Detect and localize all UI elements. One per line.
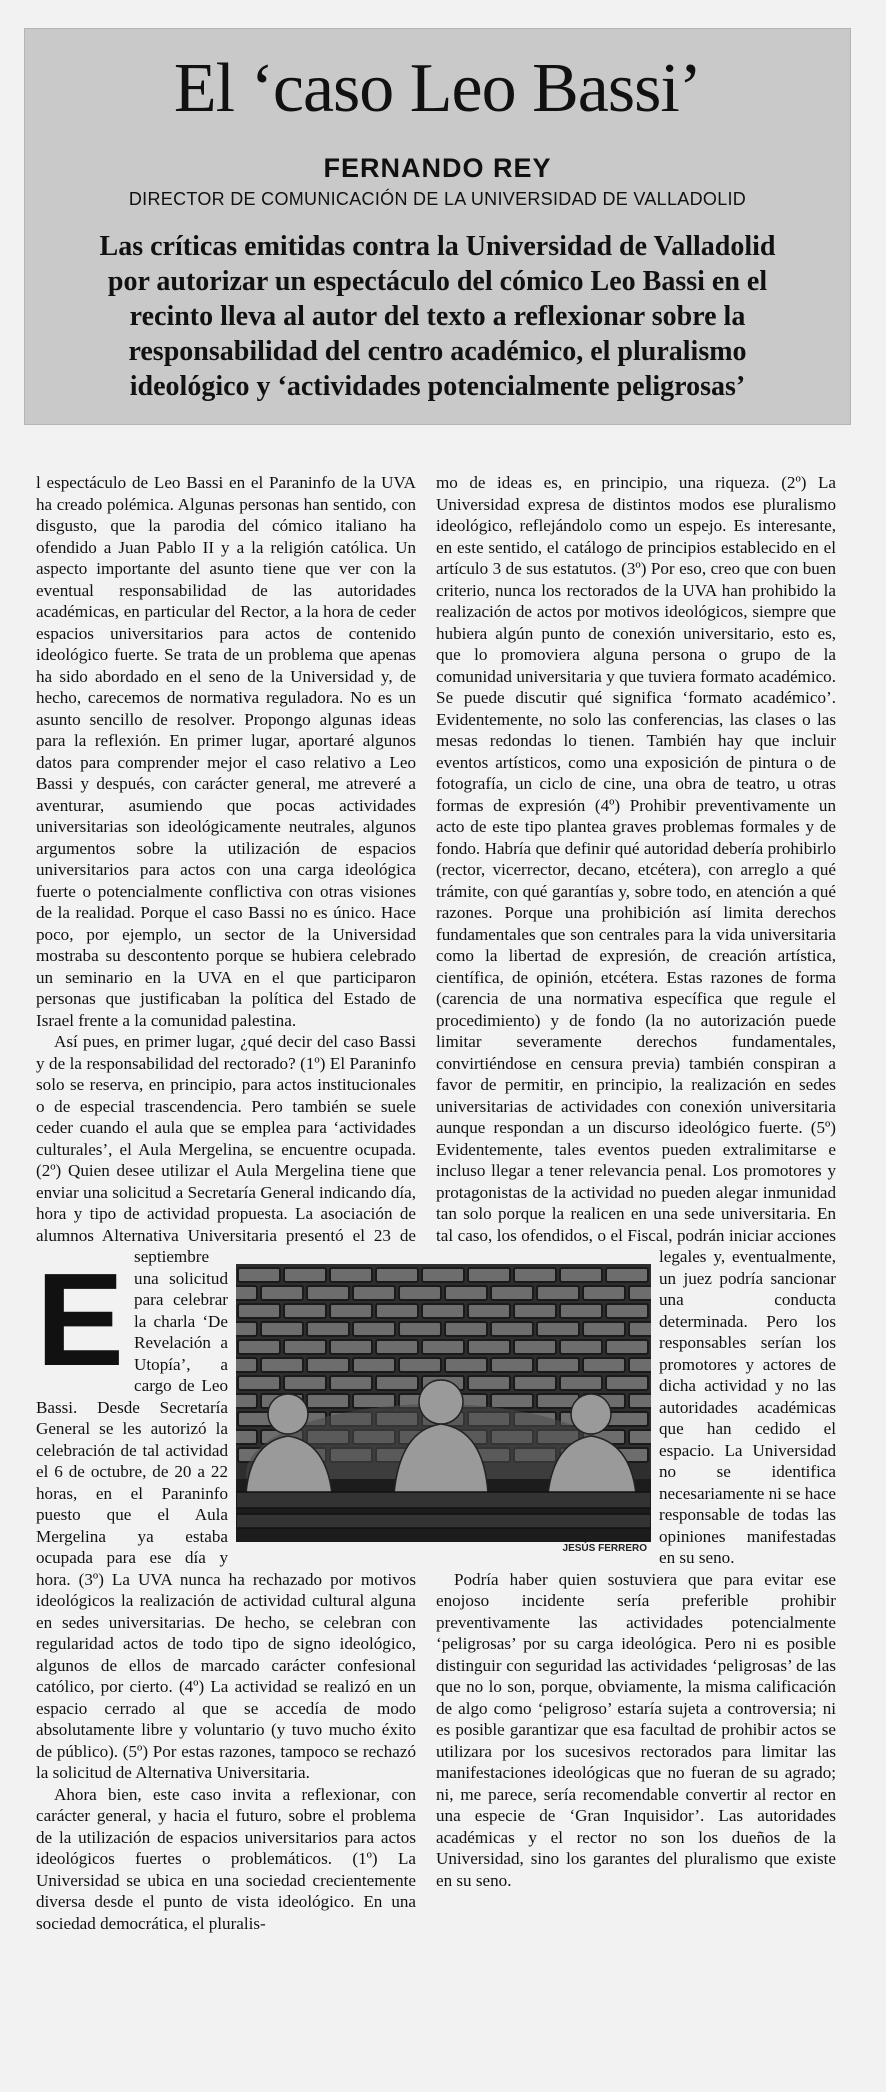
brick — [468, 1340, 510, 1354]
brick — [376, 1340, 418, 1354]
brick — [491, 1394, 533, 1408]
article-body — [36, 472, 848, 2052]
brick — [629, 1322, 651, 1336]
brick — [238, 1340, 280, 1354]
brick — [514, 1376, 556, 1390]
brick — [445, 1358, 487, 1372]
brick — [445, 1322, 487, 1336]
brick — [491, 1322, 533, 1336]
paragraph-4: Podría haber quien sostuviera que para evitar ese enojoso incidente sería preferible prohibir preventivamente las actividades potencialmente ‘peligrosas’ por su carga ideológica. Pero ni es posible distinguir con seguridad las actividades ‘peligrosas’ de las que no lo son, porque, obviamente, la misma calificación de algo como ‘peligroso’ estaría sujeta a controversia; ni es posible garantizar que esa facultad de prohibir actos se utilizara por los sucesivos rectorados para limitar las manifestaciones ideológicas que no fueran de su agrado; ni, me parece, sería recomendable convertir al rector en una especie de ‘Gran Inquisidor’. Las autoridades académicas y el rector no son los dueños de la Universidad, sino los garantes del pluralismo que existe en su seno. — [436, 1569, 836, 1890]
brick — [606, 1412, 648, 1426]
brick — [560, 1304, 602, 1318]
brick — [560, 1268, 602, 1282]
brick — [353, 1286, 395, 1300]
brick — [236, 1394, 257, 1408]
brick — [560, 1376, 602, 1390]
brick — [307, 1394, 349, 1408]
brick — [422, 1268, 464, 1282]
brick — [629, 1358, 651, 1372]
brick — [468, 1268, 510, 1282]
brick — [353, 1394, 395, 1408]
brick — [468, 1304, 510, 1318]
brick — [261, 1286, 303, 1300]
author-role: DIRECTOR DE COMUNICACIÓN DE LA UNIVERSIDAD DE VALLADOLID — [128, 189, 747, 209]
brick — [514, 1304, 556, 1318]
brick — [238, 1268, 280, 1282]
brick — [606, 1304, 648, 1318]
brick — [422, 1304, 464, 1318]
brick — [238, 1376, 280, 1390]
brick — [236, 1286, 257, 1300]
brick — [330, 1376, 372, 1390]
paragraph-3b: mo de ideas es, en principio, una riqueza. (2º) La Universidad expresa de distintos modos ese pluralismo ideológico, reflejándolo como un espejo. Es interesante, en este sentido, el catálogo de principios establecido en el artículo 3 de sus estatutos. (3º) Por eso, creo que con buen criterio, nunca los rectorados de la UVA han prohibido la realización de actos por motivos ideológicos, siempre que hubiera algún punto de conexión universitario, esto es, que lo promoviera alguna persona o grupo de la comunidad universitaria y que tuviera formato académico. Se puede discutir qué significa ‘formato académico’. Evidentemente, no solo las conferencias, las clases o las mesas redondas lo tienen. También hay que incluir eventos artísticos, como una exposición de pintura o de fotografía, un ciclo de cine, una obra de teatro, u otras formas de expresión (4º) Prohibir preventivamente un acto de este tipo plantea graves problemas formales y de fondo. Habría que definir qué autoridad debería prohibirlo (rector, vicerrector, decano, etcétera), con arreglo a qué trámite, con qué garantías y, sobre todo, en atención a qué razones. Porque una prohibición así limita derechos fundamentales que son centrales para la vida universitaria como la libertad de expresión, de creación artística, científica, de opinión, etcétera. Estas razones de forma (carencia de una normativa específica que regule el procedimiento) y de fondo (la no autorización puede limitar severamente derechos fundamentales, convirtiéndose en censura previa) también conspiran a favor de permitir, en principio, la realización en sedes universitarias de actividades con conexión universitaria aunque respondan a un discurso ideológico fuerte. (5º) Evidentemente, tales eventos pueden extralimitarse e incluso llegar a tener relevancia penal. Los promotores y protagonistas de la actividad no pueden alegar inmunidad tan solo porque la realicen en una sede universitaria. En tal caso, los ofendidos, o el Fiscal, podrán iniciar acciones legales y, eventualmente, un juez podría sancionar una conducta determinada. Pero los responsables serían los promotores y actores de dicha actividad y no las autoridades académicas que han cedido el espacio. La Universidad no se identifica necesariamente ni se hace responsable de todas las opiniones manifestadas en su seno. — [436, 473, 837, 1567]
brick — [468, 1376, 510, 1390]
brick — [537, 1358, 579, 1372]
brick — [422, 1340, 464, 1354]
brick — [330, 1340, 372, 1354]
brick — [376, 1376, 418, 1390]
brick — [445, 1286, 487, 1300]
brick — [353, 1322, 395, 1336]
brick — [284, 1340, 326, 1354]
illustration-credit: JESÚS FERRERO — [562, 1543, 647, 1554]
brick — [376, 1268, 418, 1282]
article-header — [24, 28, 851, 425]
brick — [583, 1358, 625, 1372]
brick — [399, 1322, 441, 1336]
article-title: El ‘caso Leo Bassi’ — [173, 50, 702, 127]
brick — [284, 1376, 326, 1390]
brick — [284, 1268, 326, 1282]
brick — [399, 1286, 441, 1300]
column-right — [436, 472, 836, 1891]
brick — [261, 1322, 303, 1336]
brick — [629, 1286, 651, 1300]
brick — [376, 1304, 418, 1318]
brick — [537, 1322, 579, 1336]
paragraph-2: Así pues, en primer lugar, ¿qué decir del caso Bassi y de la responsabilidad del rectorado? (1º) El Paraninfo solo se reserva, en principio, para actos institucionales o de especial trascendencia. Pero también se suele ceder cuando el aula que se emplea para ‘actividades culturales’, el Aula Mergelina, se encuentre ocupada. (2º) Quien desee utilizar el Aula Mergelina tiene que enviar una solicitud a Secretaría General indicando día, hora y tipo de actividad propuesta. La asociación de alumnos Alternativa Universitaria presentó el 23 de septiembre una solicitud para celebrar la charla ‘De Revelación a Utopía’, a cargo de Leo Bassi. Desde Secretaría General se les autorizó la celebración de tal actividad el 6 de octubre, de 20 a 22 horas, en el Paraninfo puesto que el Aula Mergelina ya estaba ocupada para ese día y hora. (3º) La UVA nunca ha rechazado por motivos ideológicos la realización de actividad cultural alguna en sedes universitarias. De hecho, se celebran con regularidad actos de todo tipo de signo ideológico, algunos de ellos de marcado carácter confesional católico, por cierto. (4º) La actividad se realizó en un espacio cerrado al que se accedía de modo absolutamente libre y voluntario (y tuvo mucho éxito de público). (5º) Por estas razones, tampoco se rechazó la solicitud de Alternativa Universitaria. — [36, 1032, 416, 1782]
column-left — [36, 472, 416, 1934]
brick — [537, 1286, 579, 1300]
brick — [307, 1286, 349, 1300]
brick — [606, 1268, 648, 1282]
brick — [583, 1322, 625, 1336]
brick — [560, 1340, 602, 1354]
brick — [629, 1430, 651, 1444]
audience-wall-illustration — [236, 1264, 651, 1542]
paragraph-1-text: l espectáculo de Leo Bassi en el Paraninfo de la UVA ha creado polémica. Algunas personas han sentido, con disgusto, que la parodia del cómico italiano ha ofendido a Juan Pablo II y a la religión católica. Un aspecto importante del asunto tiene que ver con la eventual responsabilidad de las autoridades académicas, en particular del Rector, a la hora de ceder espacios universitarios para actos de contenido ideológico fuerte. Se trata de un problema que apenas ha sido abordado en el seno de la Universidad y, de hecho, carecemos de normativa reguladora. No es un asunto sencillo de resolver. Propongo algunas ideas para la reflexión. En primer lugar, aportaré algunos datos para comprender mejor el caso relativo a Leo Bassi y después, con carácter general, me atreveré a aventurar, asumiendo que pocas actividades universitarias son ideológicamente neutrales, algunos argumentos sobre la utilización de espacios universitarios para actos con una carga ideológica fuerte o potencialmente conflictiva con otras visiones de la realidad. Porque el caso Bassi no es único. Hace poco, por ejemplo, un sector de la Universidad mostraba su descontento porque se hubiera celebrado un seminario en la UVA en el que participaron personas que justificaban la política del Estado de Israel frente a la comunidad palestina. — [36, 473, 416, 1030]
brick — [399, 1358, 441, 1372]
brick — [307, 1358, 349, 1372]
brick — [236, 1430, 257, 1444]
brick — [330, 1268, 372, 1282]
brick — [606, 1340, 648, 1354]
brick — [629, 1394, 651, 1408]
brick — [514, 1340, 556, 1354]
brick — [284, 1304, 326, 1318]
brick — [514, 1268, 556, 1282]
brick — [491, 1286, 533, 1300]
brick — [261, 1358, 303, 1372]
brick — [307, 1322, 349, 1336]
brick — [491, 1358, 533, 1372]
article-subtitle: Las críticas emitidas contra la Universidad de Valladolid por autorizar un espectáculo del cómico Leo Bassi en el recinto lleva al autor del texto a reflexionar sobre la responsabilidad del centro académico, el pluralismo ideológico y ‘actividades potencialmente peligrosas’ — [99, 231, 776, 402]
brick — [236, 1322, 257, 1336]
brick — [353, 1358, 395, 1372]
brick — [236, 1358, 257, 1372]
illustration-figure — [236, 1264, 651, 1554]
paragraph-1 — [36, 472, 416, 1393]
paragraph-3a: Ahora bien, este caso invita a reflexionar, con carácter general, y hacia el futuro, sobre el problema de la utilización de espacios universitarios para actos ideológicos fuertes o problemáticos. (1º) La Universidad se ubica en una sociedad crecientemente diversa desde el punto de vista ideológico. En una sociedad democrática, el pluralis- — [36, 1784, 416, 1933]
drop-cap: E — [36, 1246, 125, 1393]
author-name: FERNANDO REY — [323, 153, 552, 183]
brick — [238, 1304, 280, 1318]
brick — [583, 1286, 625, 1300]
brick — [606, 1376, 648, 1390]
brick — [330, 1304, 372, 1318]
